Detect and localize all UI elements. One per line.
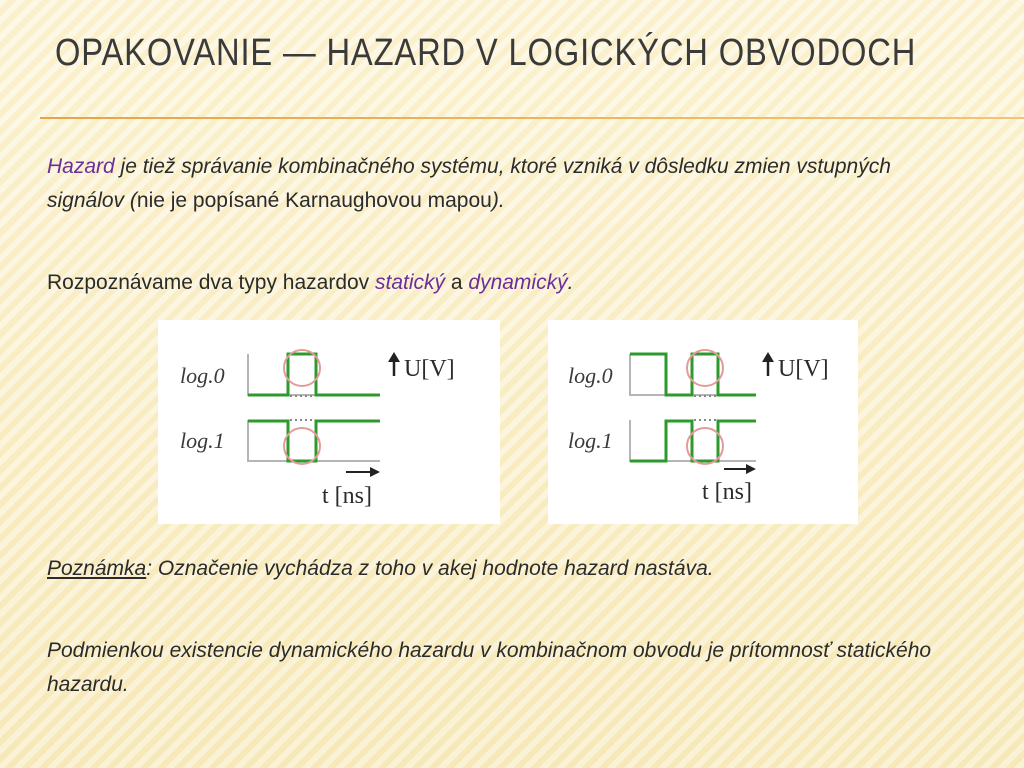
log1-label: log.1 <box>568 428 613 453</box>
y-arrow-head-icon <box>762 352 774 362</box>
static-term: statický <box>375 271 446 294</box>
log0-label: log.0 <box>568 363 613 388</box>
x-arrow-head-icon <box>746 464 756 474</box>
voltage-axis-label: U[V] <box>404 356 455 382</box>
dynamic-hazard-condition: Podmienkou existencie dynamického hazardu v kombinačnom obvodu je prítomnosť statického hazardu. <box>47 639 932 696</box>
log0-label: log.0 <box>180 363 225 388</box>
types-lead: Rozpoznávame dva typy hazardov <box>47 271 376 294</box>
slide-title: OPAKOVANIE — HAZARD V LOGICKÝCH OBVODOCH <box>55 32 917 74</box>
types-end: . <box>567 271 574 294</box>
note-text: : Označenie vychádza z toho v akej hodnote hazard nastáva. <box>146 557 714 580</box>
hazard-definition <box>47 150 967 218</box>
static-hazard-diagram <box>158 320 500 524</box>
types-and: a <box>445 271 469 294</box>
log0-signal <box>248 354 380 395</box>
x-arrow-head-icon <box>370 467 380 477</box>
definition-emphasis: nie je popísané Karnaughovou mapou <box>136 189 492 212</box>
log0-signal <box>630 354 756 395</box>
note-label: Poznámka <box>47 557 147 580</box>
hazard-types <box>47 266 573 300</box>
hazard-term: Hazard <box>47 155 115 178</box>
log1-baseline <box>248 420 380 461</box>
definition-text: je tiež správanie kombinačného systému, ktoré vzniká v dôsledku zmien vstupných signálov ( <box>47 155 891 212</box>
voltage-axis-label: U[V] <box>778 356 829 382</box>
definition-end: ). <box>491 189 505 212</box>
note-paragraph <box>47 552 714 586</box>
log0-baseline <box>248 354 380 395</box>
time-axis-label: t [ns] <box>702 479 752 505</box>
title-divider <box>40 117 1024 119</box>
dynamic-term: dynamický <box>468 271 568 294</box>
time-axis-label: t [ns] <box>322 483 372 509</box>
log1-signal <box>630 421 756 461</box>
y-arrow-head-icon <box>388 352 400 362</box>
dynamic-hazard-diagram <box>548 320 858 524</box>
log1-label: log.1 <box>180 428 225 453</box>
log1-signal <box>248 421 380 461</box>
